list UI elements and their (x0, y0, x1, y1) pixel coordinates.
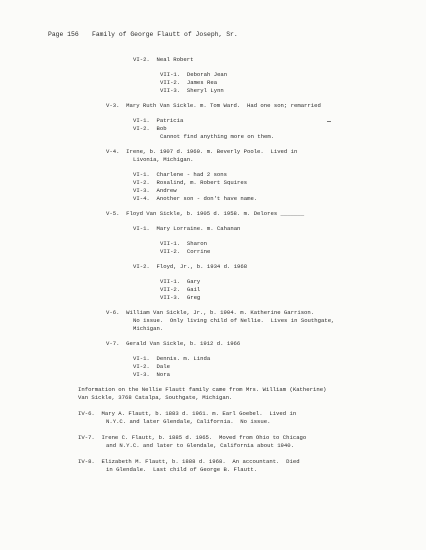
entry-line: VI-1. Charlene - had 2 sons (133, 171, 227, 178)
entry-line: VI-2. Rosalind, m. Robert Squires (133, 179, 248, 186)
entry-line: VI-2. Floyd, Jr., b. 1934 d. 1968 (133, 263, 248, 270)
entry-line: Cannot find anything more on them. (160, 133, 275, 140)
entry-line: VI-1. Dennis. m. Linda (133, 355, 211, 362)
entry-line: VI-2. Dale (133, 363, 170, 370)
page-number: Page 156 (48, 31, 79, 38)
entry-line: VII-1. Deborah Jean (160, 71, 228, 78)
source-note: Van Sickle, 3768 Catalpa, Southgate, Michigan. (78, 394, 233, 401)
entry-line: VII-2. Gail (160, 286, 201, 293)
stray-mark (327, 121, 331, 122)
entry-line: Livonia, Michigan. (133, 156, 194, 163)
entry-line: No issue. Only living child of Nellie. Lives in Southgate, (133, 317, 335, 324)
entry-line: VI-1. Mary Lorraine. m. Cahanan (133, 225, 241, 232)
entry-line: VI-1. Patricia (133, 117, 184, 124)
entry-line: V-6. William Van Sickle, Jr., b. 1904. m. Katherine Garrison. (106, 309, 315, 316)
entry-line: V-3. Mary Ruth Van Sickle. m. Tom Ward. Had one son; remarried (106, 102, 321, 109)
source-note: Information on the Nellie Flautt family came from Mrs. William (Katherine) (78, 386, 327, 393)
entry-line: IV-6. Mary A. Flautt, b. 1883 d. 1961. m. Earl Goebel. Lived in (78, 410, 297, 417)
entry-line: VII-2. Corrine (160, 248, 211, 255)
entry-line: in Glendale. Last child of George B. Flautt. (106, 466, 258, 473)
page-title: Family of George Flautt of Joseph, Sr. (92, 31, 238, 38)
entry-line: VI-2. Neal Robert (133, 56, 194, 63)
entry-line: VII-2. James Rea (160, 79, 218, 86)
entry-line: VI-2. Bob (133, 125, 167, 132)
entry-line: IV-7. Irene C. Flautt, b. 1885 d. 1965. Moved from Ohio to Chicago (78, 434, 307, 441)
entry-line: VII-3. Sheryl Lynn (160, 87, 224, 94)
entry-line: V-7. Gerald Van Sickle, b. 1912 d. 1966 (106, 340, 241, 347)
entry-line: IV-8. Elizabeth M. Flautt, b. 1888 d. 1968. An accountant. Died (78, 458, 300, 465)
entry-line: V-5. Floyd Van Sickle, b. 1905 d. 1958. m. Delores _______ (106, 210, 305, 217)
entry-line: VII-3. Greg (160, 294, 201, 301)
entry-line: and N.Y.C. and later to Glendale, California about 1940. (106, 442, 294, 449)
entry-line: V-4. Irene, b. 1907 d. 1960. m. Beverly Poole. Lived in (106, 148, 298, 155)
entry-line: N.Y.C. and later Glendale, California. No issue. (106, 418, 271, 425)
entry-line: VI-4. Another son - don't have name. (133, 195, 258, 202)
entry-line: Michigan. (133, 325, 164, 332)
entry-line: VII-1. Sharon (160, 240, 207, 247)
entry-line: VI-3. Nora (133, 371, 170, 378)
entry-line: VII-1. Gary (160, 278, 201, 285)
entry-line: VI-3. Andrew (133, 187, 177, 194)
